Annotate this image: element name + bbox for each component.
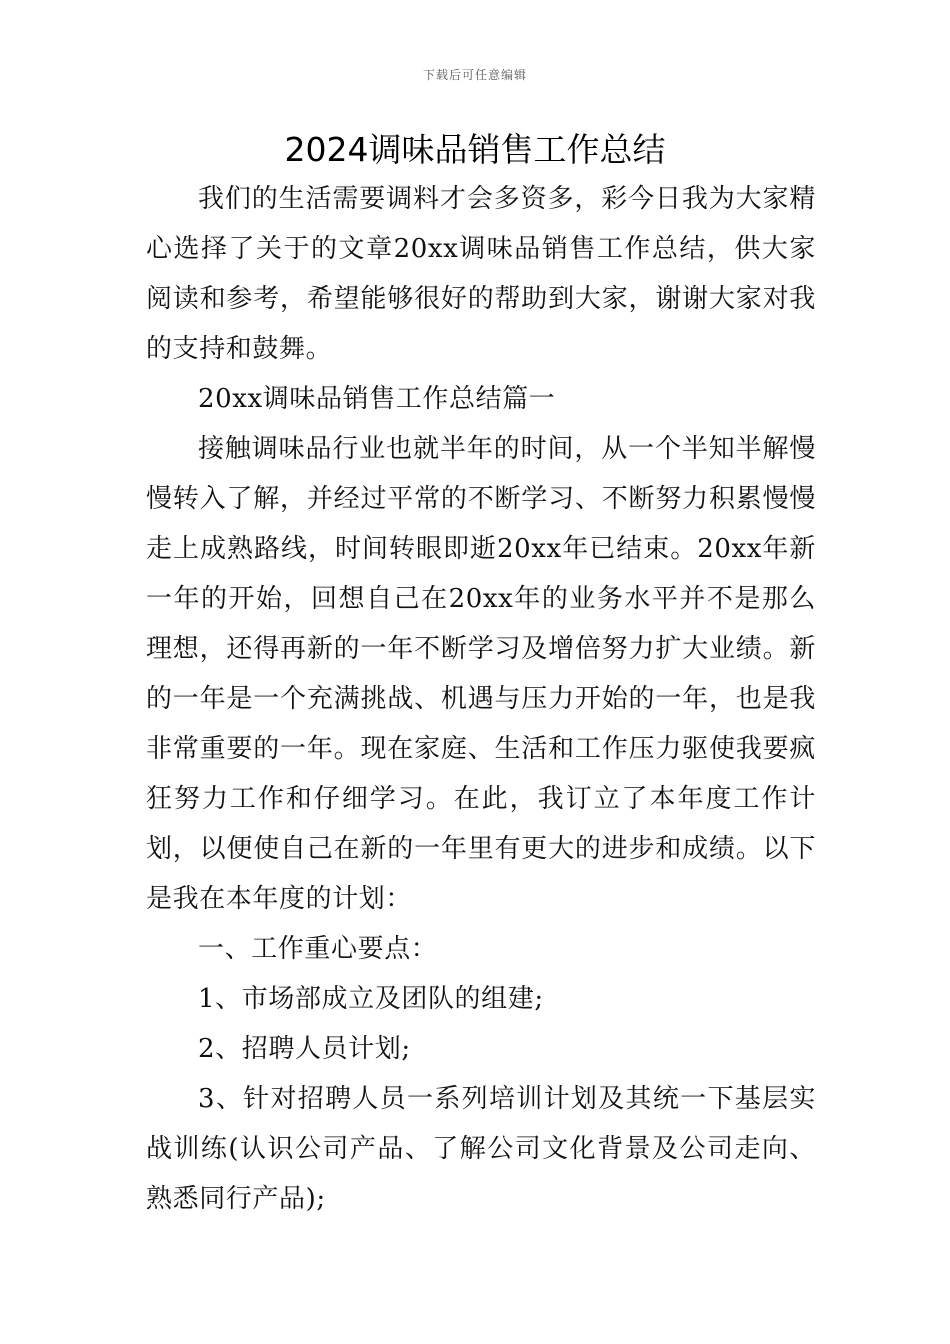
list-item: 2、招聘人员计划; — [198, 1034, 411, 1064]
section-heading: 20xx调味品销售工作总结篇一 — [198, 384, 556, 414]
sub-heading: 一、工作重心要点： — [198, 934, 438, 964]
list-item: 3、针对招聘人员一系列培训计划及其统一下基层实战训练(认识公司产品、了解公司文化背景及公司走向、熟悉同行产品); — [146, 1084, 816, 1214]
document-title: 2024调味品销售工作总结 — [284, 130, 666, 169]
document-body — [146, 174, 816, 1224]
list-item: 1、市场部成立及团队的组建; — [198, 984, 544, 1014]
body-paragraph: 接触调味品行业也就半年的时间，从一个半知半解慢慢转入了解，并经过平常的不断学习、不断努力积累慢慢走上成熟路线，时间转眼即逝20xx年已结束。20xx年新一年的开始，回想自己在20xx年的业务水平并不是那么理想，还得再新的一年不断学习及增倍努力扩大业绩。新的一年是一个充满挑战、机遇与压力开始的一年，也是我非常重要的一年。现在家庭、生活和工作压力驱使我要疯狂努力工作和仔细学习。在此，我订立了本年度工作计划，以便使自己在新的一年里有更大的进步和成绩。以下是我在本年度的计划： — [146, 434, 816, 914]
intro-paragraph: 我们的生活需要调料才会多资多，彩今日我为大家精心选择了关于的文章20xx调味品销售工作总结，供大家阅读和参考，希望能够很好的帮助到大家，谢谢大家对我的支持和鼓舞。 — [146, 184, 816, 364]
header-note: 下载后可任意编辑 — [422, 68, 527, 82]
